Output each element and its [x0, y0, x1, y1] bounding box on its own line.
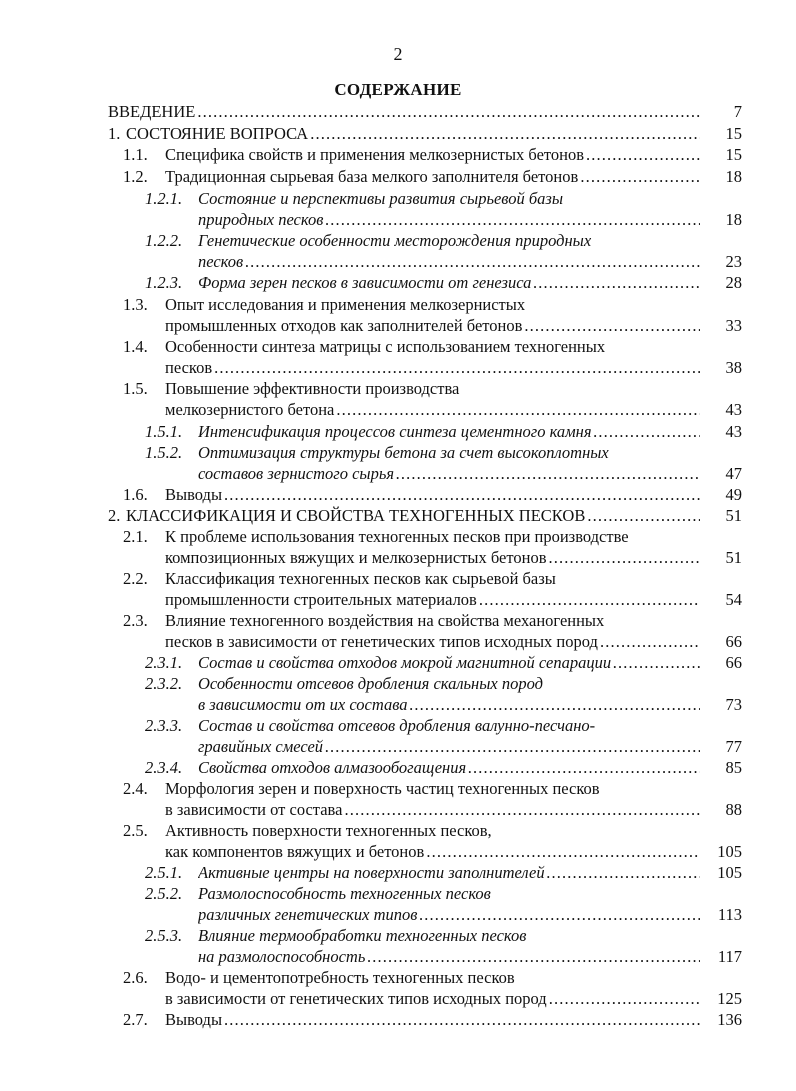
toc-entry-title-line [198, 251, 700, 273]
toc-entry-number: 2.3. [123, 611, 148, 630]
toc-entry-number: 2.3.1. [145, 653, 183, 672]
toc-entry-title-line [165, 315, 700, 337]
dot-leader [245, 251, 700, 273]
toc-entry-title-text: Активные центры на поверхности заполнителей [198, 863, 545, 882]
toc-entry-title-line: Состояние и перспективы развития сырьевой базы [198, 189, 564, 208]
dot-leader [548, 547, 700, 569]
dot-leader [367, 946, 700, 968]
toc-entry-title-text: различных генетических типов [198, 905, 418, 924]
toc-entry-page: 125 [717, 989, 742, 1008]
toc-entry-page: 105 [717, 842, 742, 861]
dot-leader [214, 357, 700, 379]
toc-entry-title-text: в зависимости от их состава [198, 695, 408, 714]
toc-entry-page: 33 [725, 316, 742, 335]
dot-leader [547, 862, 700, 884]
toc-entry-page: 85 [725, 758, 742, 777]
toc-entry-title-text: Состав и свойства отходов мокрой магнитной сепарации [198, 653, 612, 672]
toc-entry-title-text: промышленности строительных материалов [165, 590, 477, 609]
toc-entry-title-text: природных песков [198, 210, 324, 229]
toc-entry-number: 2. [108, 506, 121, 525]
toc-entry-title-text: промышленных отходов как заполнителей бетонов [165, 316, 523, 335]
toc-entry-number: 1.4. [123, 337, 148, 356]
toc-entry-page: 18 [725, 167, 742, 186]
toc-entry-number: 2.7. [123, 1010, 148, 1029]
toc-entry-title-line [165, 841, 700, 863]
toc-entry-page: 15 [725, 124, 742, 143]
toc-entry-page: 49 [725, 485, 742, 504]
toc-entry-number: 2.3.2. [145, 674, 183, 693]
toc-entry-title-text: в зависимости от состава [165, 800, 343, 819]
toc-entry-title-line: Активность поверхности техногенных песков, [165, 821, 492, 840]
toc-entry-title-line [165, 357, 700, 379]
toc-entry-title-line [165, 144, 700, 166]
dot-leader [325, 209, 700, 231]
toc-entry-page: 51 [725, 548, 742, 567]
toc-entry-number: 2.1. [123, 527, 148, 546]
dot-leader [533, 272, 700, 294]
toc-entry-number: 1.6. [123, 485, 148, 504]
dot-leader [310, 123, 700, 145]
toc-entry-title-line [165, 589, 700, 611]
dot-leader [344, 799, 700, 821]
toc-title: СОДЕРЖАНИЕ [334, 80, 462, 99]
toc-entry-title-text: гравийных смесей [198, 737, 324, 756]
toc-entry-title-line [126, 123, 700, 145]
toc-entry-title-text: Выводы [165, 1010, 223, 1029]
toc-entry-title-text: Выводы [165, 485, 223, 504]
toc-entry-number: 1.1. [123, 145, 148, 164]
toc-entry-number: 1.2.1. [145, 189, 183, 208]
toc-entry-title-line: Водо- и цементопотребность техногенных песков [165, 968, 515, 987]
toc-entry-title-line [198, 272, 700, 294]
toc-entry-title-line [165, 484, 700, 506]
toc-entry-number: 2.3.3. [145, 716, 183, 735]
toc-entry-page: 113 [717, 905, 742, 924]
dot-leader [600, 631, 700, 653]
toc-entry-title-line [126, 505, 700, 527]
toc-entry-title-text: СОСТОЯНИЕ ВОПРОСА [126, 124, 309, 143]
dot-leader [410, 694, 701, 716]
toc-entry-number: 2.5.3. [145, 926, 183, 945]
toc-entry-title-text: в зависимости от генетических типов исходных пород [165, 989, 547, 1008]
toc-entry-page: 7 [733, 102, 742, 121]
toc-entry-title-text: песков [165, 358, 213, 377]
toc-entry-title-text: на размолоспособность [198, 947, 366, 966]
toc-entry-title-line [165, 1009, 700, 1031]
dot-leader [336, 399, 700, 421]
toc-entry-title-line: Генетические особенности месторождения природных [198, 231, 592, 250]
dot-leader [580, 166, 700, 188]
toc-entry-page: 15 [725, 145, 742, 164]
dot-leader [586, 144, 700, 166]
toc-entry-number: 2.5.1. [145, 863, 183, 882]
toc-entry-number: 1.5. [123, 379, 148, 398]
toc-entry-page: 51 [725, 506, 742, 525]
toc-entry-title-text: Форма зерен песков в зависимости от генезиса [198, 273, 532, 292]
toc-entry-title-line: Морфология зерен и поверхность частиц техногенных песков [165, 779, 600, 798]
toc-entry-title-text: Свойства отходов алмазообогащения [198, 758, 467, 777]
toc-entry-number: 1. [108, 124, 121, 143]
toc-entry-title-text: как компонентов вяжущих и бетонов [165, 842, 425, 861]
toc-entry-title-line: Размолоспособность техногенных песков [198, 884, 491, 903]
toc-entry-title-line [198, 757, 700, 779]
toc-entry-page: 43 [725, 400, 742, 419]
toc-entry-page: 18 [725, 210, 742, 229]
toc-entry-page: 43 [725, 422, 742, 441]
toc-entry-page: 54 [725, 590, 742, 609]
toc-entry-number: 2.6. [123, 968, 148, 987]
toc-entry-page: 23 [725, 252, 742, 271]
toc-entry-title-text: ВВЕДЕНИЕ [108, 102, 196, 121]
toc-entry-title-line: Оптимизация структуры бетона за счет высокоплотных [198, 443, 609, 462]
toc-entry-title-line [165, 799, 700, 821]
toc-entry-number: 2.4. [123, 779, 148, 798]
dot-leader [587, 505, 700, 527]
toc-entry-title-text: песков в зависимости от генетических типов исходных пород [165, 632, 598, 651]
toc-entry-title-line [165, 631, 700, 653]
toc-entry-title-text: Специфика свойств и применения мелкозернистых бетонов [165, 145, 585, 164]
toc-entry-title-line [198, 209, 700, 231]
toc-entry-title-line: К проблеме использования техногенных песков при производстве [165, 527, 629, 546]
toc-entry-title-text: мелкозернистого бетона [165, 400, 335, 419]
toc-entry-page: 88 [725, 800, 742, 819]
dot-leader [396, 463, 700, 485]
toc-entry-title-line: Состав и свойства отсевов дробления валунно-песчано- [198, 716, 596, 735]
dot-leader [524, 315, 700, 337]
toc-entry-title-line [165, 399, 700, 421]
dot-leader [419, 904, 700, 926]
dot-leader [479, 589, 700, 611]
dot-leader [468, 757, 700, 779]
dot-leader [197, 101, 700, 123]
toc-entry-page: 117 [717, 947, 742, 966]
toc-entry-title-line [198, 694, 700, 716]
dot-leader [224, 484, 700, 506]
toc-entry-page: 38 [725, 358, 742, 377]
toc-entry-page: 73 [725, 695, 742, 714]
dot-leader [224, 1009, 700, 1031]
dot-leader [325, 736, 700, 758]
toc-entry-title-line [198, 652, 700, 674]
toc-entry-page: 136 [717, 1010, 742, 1029]
dot-leader [549, 988, 700, 1010]
toc-entry-title-text: Интенсификация процессов синтеза цементного камня [198, 422, 592, 441]
toc-entry-title-line [165, 547, 700, 569]
toc-entry-title-line: Классификация техногенных песков как сырьевой базы [165, 569, 556, 588]
toc-entry-number: 1.5.2. [145, 443, 183, 462]
toc-entry-title-line [108, 101, 700, 123]
toc-entry-page: 77 [725, 737, 742, 756]
toc-entry-number: 2.5. [123, 821, 148, 840]
toc-entry-number: 1.3. [123, 295, 148, 314]
toc-entry-number: 1.2.2. [145, 231, 183, 250]
toc-entry-title-line [165, 166, 700, 188]
toc-entry-title-text: композиционных вяжущих и мелкозернистых бетонов [165, 548, 547, 567]
toc-entry-title-line [198, 946, 700, 968]
toc-entry-title-line [198, 862, 700, 884]
toc-entry-title-line [165, 988, 700, 1010]
toc-entry-title-line [198, 421, 700, 443]
toc-entry-title-text: составов зернистого сырья [198, 464, 395, 483]
toc-entry-number: 2.5.2. [145, 884, 183, 903]
toc-entry-title-line [198, 463, 700, 485]
toc-entry-number: 2.3.4. [145, 758, 183, 777]
toc-entry-title-text: Традиционная сырьевая база мелкого заполнителя бетонов [165, 167, 579, 186]
toc-entry-title-line [198, 904, 700, 926]
toc-entry-title-text: КЛАССИФИКАЦИЯ И СВОЙСТВА ТЕХНОГЕННЫХ ПЕСКОВ [126, 506, 586, 525]
toc-entry-title-line: Особенности отсевов дробления скальных пород [198, 674, 543, 693]
toc-entry-number: 1.2. [123, 167, 148, 186]
dot-leader [426, 841, 700, 863]
toc-entry-number: 1.5.1. [145, 422, 183, 441]
dot-leader [613, 652, 700, 674]
toc-entry-title-line: Влияние термообработки техногенных песков [198, 926, 527, 945]
toc-entry-page: 47 [725, 464, 742, 483]
toc-entry-title-line: Опыт исследования и применения мелкозернистых [165, 295, 526, 314]
page-number: 2 [393, 44, 403, 64]
toc-entry-title-line [198, 736, 700, 758]
toc-entry-title-line: Влияние техногенного воздействия на свойства механогенных [165, 611, 605, 630]
toc-entry-title-text: песков [198, 252, 244, 271]
toc-entry-number: 2.2. [123, 569, 148, 588]
toc-entry-title-line: Повышение эффективности производства [165, 379, 460, 398]
toc-entry-title-line: Особенности синтеза матрицы с использованием техногенных [165, 337, 606, 356]
toc-entry-number: 1.2.3. [145, 273, 183, 292]
toc-entry-page: 28 [725, 273, 742, 292]
toc-entry-page: 105 [717, 863, 742, 882]
dot-leader [594, 421, 700, 443]
toc-entry-page: 66 [725, 632, 742, 651]
toc-entry-page: 66 [725, 653, 742, 672]
